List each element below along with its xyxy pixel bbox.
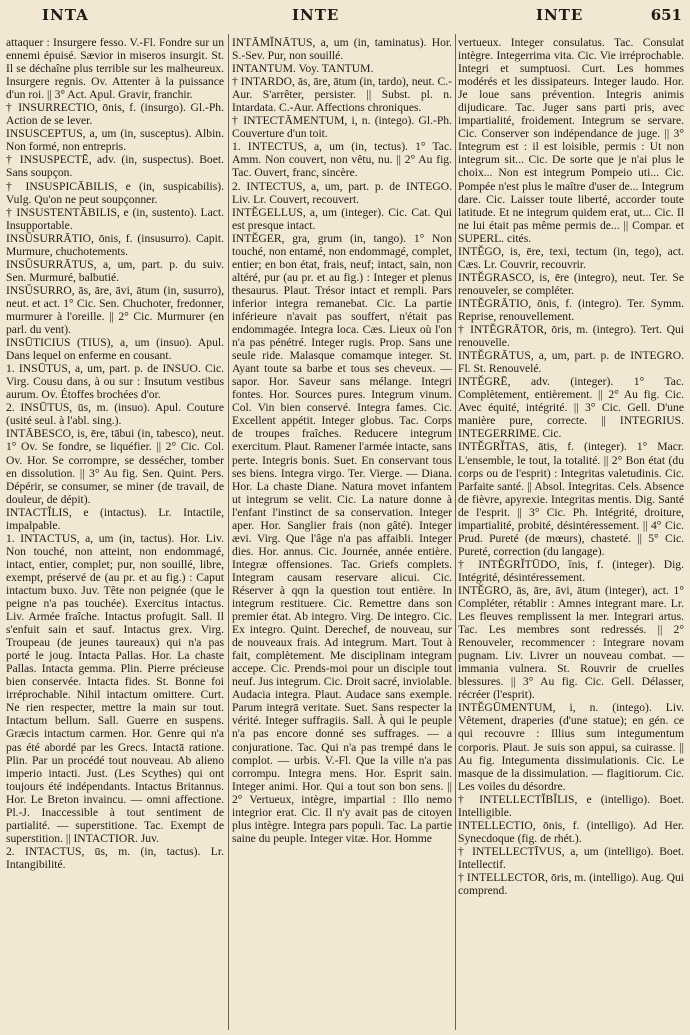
dictionary-entry: INTĔGRĀTUS, a, um, part. p. de INTEGRO. Fl. St. Renouvelé. bbox=[458, 349, 684, 376]
running-head-right: INTE bbox=[536, 6, 584, 24]
dictionary-entry: INTĀBESCO, is, ēre, tābui (in, tabesco), neut. 1° Ov. Se fondre, se liquéfier. || 2° Cic. Col. Ov. Hor. Se corrompre, se dessécher, tomber en dissolution. || 3° Au fig. Sen. Quint. Pers. Dépérir, se consumer, se miner (de travail, de douleur, de dépit). bbox=[6, 427, 224, 506]
dictionary-entry: INSUSCEPTUS, a, um (in, susceptus). Albin. Non formé, non entrepris. bbox=[6, 127, 224, 154]
dictionary-entry: † INSUSPECTĒ, adv. (in, suspectus). Boet. Sans soupçon. bbox=[6, 153, 224, 180]
dictionary-entry: † INTELLECTĬBĬLIS, e (intelligo). Boet. Intelligible. bbox=[458, 792, 684, 819]
dictionary-entry: † INSURRECTIO, ōnis, f. (insurgo). Gl.-Ph. Action de se lever. bbox=[6, 101, 224, 128]
dictionary-entry: INTĔGRO, ās, āre, āvi, ātum (integer), act. 1° Compléter, rétablir : Amnes integrant mare. Lr. Les fleuves remplissent la mer. Integrari artus. Tac. Les membres sont redressés. || 2° Renouveler, recommencer : Integrare novam pugnam. Liv. Livrer un nouveau combat. — immania vulnera. St. Rouvrir de cruelles blessures. || 3° Au fig. Cic. Gell. Délasser, récréer (l'esprit). bbox=[458, 583, 684, 702]
dictionary-entry: vertueux. Integer consulatus. Tac. Consulat intègre. Integerrima vita. Cic. Vie irréprochable. Integri et sumptuosi. Curt. Les hommes modérés et les dissipateurs. Integer laudo. Hor. Je loue sans prévention. Integris animis dijudicare. Tac. Juger sans parti pris, avec impartialité, froidement. Integrum se servare. Cic. Conserver son indépendance de juge. || 3° Integrum est : il est loisible, permis : Ut non integrum sit... Cic. De sorte que je n'ai plus le choix... Non est integrum Pompeio uti... Cic. Pompée n'est plus le maître d'user de... Integrum dare. Cic. Laisser toute liberté, accorder toute latitude. Et ne integrum quidem erat, ut... Cic. Il ne lui était pas même permis de... || Compar. et SUPERL. cités. bbox=[458, 36, 684, 245]
dictionary-entry: † INTARDO, ās, āre, ātum (in, tardo), neut. C.-Aur. S'arrêter, persister. || Subst. pl. n. Intardata. C.-Aur. Affections chroniques. bbox=[232, 75, 452, 115]
dictionary-entry: 2. INTACTUS, ūs, m. (in, tactus). Lr. Intangibilité. bbox=[6, 844, 224, 871]
dictionary-entry: INSŪTICIUS (TIUS), a, um (insuo). Apul. Dans lequel on enferme en cousant. bbox=[6, 336, 224, 363]
dictionary-entry: 2. INSŪTUS, ūs, m. (insuo). Apul. Couture (usité seul. à l'abl. sing.). bbox=[6, 401, 224, 428]
dictionary-entry: INTĔGER, gra, grum (in, tango). 1° Non touché, non entamé, non endommagé, complet, entier; en bon état, frais, neuf; intact, sain, non altéré, pur (au pr. et au fig.) : Integer et plenus thesaurus. Plaut. Trésor intact et rempli. Pars inferior integra remanebat. Cic. La partie inférieure n'avait pas souffert, n'était pas endommagée. Integra loca. Cæs. Lieux où l'on n'a pas pénétré. Integer rugis. Prop. Sans une seule ride. Malasque comamque integer. St. Ayant toute sa barbe et tous ses cheveux. — sapor. Hor. Saveur sans mélange. Integri fontes. Hor. Sources pures. Integrum vinum. Col. Vin bien conservé. Integra fames. Cic. Excellent appétit. Integer globus. Tac. Corps de troupes fraîches. Reducere integrum exercitum. Plaut. Ramener l'armée intacte, sans perte. Integris bonis. Suet. En conservant tous ses biens. Integra virgo. Ter. Vierge. — Diana. Hor. La chaste Diane. Natura movet infantem ut integrum se velit. Cic. La nature donne à l'enfant l'instinct de sa conservation. Integer aper. Hor. Sanglier frais (non gâté). Integer ævi. Virg. Que l'âge n'a pas affaibli. Integer dies. Hor. annus. Cic. Journée, année entière. Integræ offensiones. Tac. Griefs complets. Integram causam reservare alicui. Cic. Réserver à qqn la question tout entière. In integrum restituere. Cic. Remettre dans son premier état. Ab integro. Virg. De integro. Cic. Ex integro. Quint. Derechef, de nouveau, sur de nouveaux frais. Ad integrum. Mart. Tout à fait, complètement. Me disciplinam integram accepe. Cic. Prends-moi pour un disciple tout neuf. Jus integrum. Cic. Droit sacré, inviolable. Audacia integra. Plaut. Audace sans exemple. Parum integrā veritate. Suet. Sans respecter la vérité. Integer suffragiis. Sall. À qui le peuple n'a pas encore donné ses suffrages. — a conjuratione. Tac. Qui n'a pas trempé dans le complot. — urbis. V.-Fl. Que la ville n'a pas corrompu. Integra mens. Hor. Esprit sain. Integer animi. Hor. Qui a tout son bon sens. || 2° Vertueux, intègre, impartial : Illo nemo integrior erat. Cic. Il n'y avait pas de citoyen plus intègre. Integra pars populi. Tac. La partie saine du peuple. Integer vitæ. Hor. Homme bbox=[232, 231, 452, 845]
dictionary-entry: INTĔGRĬTAS, ātis, f. (integer). 1° Macr. L'ensemble, le tout, la totalité. || 2° Bon état (du corps ou de l'esprit) : Integritas valetudinis. Cic. Parfaite santé. || Absol. Integritas. Cels. Absence de fièvre, apyrexie. Integritas mentis. Dig. Santé de l'esprit. || 3° Cic. Ph. Intégrité, droiture, impartialité, probité, désintéressement. || 4° Cic. Prud. Pureté (de mœurs), chasteté. || 5° Cic. Pureté, correction (du langage). bbox=[458, 440, 684, 558]
dictionary-entry: † INTELLECTĪVUS, a, um (intelligo). Boet. Intellectif. bbox=[458, 844, 684, 871]
dictionary-entry: 2. INTECTUS, a, um, part. p. de INTEGO. Liv. Lr. Couvert, recouvert. bbox=[232, 179, 452, 206]
dictionary-entry: INTACTĬLIS, e (intactus). Lr. Intactile, impalpable. bbox=[6, 505, 224, 532]
dictionary-entry: INTĔGELLUS, a, um (integer). Cic. Cat. Qui est presque intact. bbox=[232, 205, 452, 232]
column-left bbox=[6, 36, 224, 1028]
page-number: 651 bbox=[650, 6, 682, 24]
dictionary-entry: INTĔGRASCO, is, ēre (integro), neut. Ter. Se renouveler, se compléter. bbox=[458, 270, 684, 297]
dictionary-entry: † INTECTĀMENTUM, i, n. (intego). Gl.-Ph. Couverture d'un toit. bbox=[232, 114, 452, 141]
dictionary-entry: INSŬSURRĀTUS, a, um, part. p. du suiv. Sen. Murmuré, balbutié. bbox=[6, 257, 224, 284]
dictionary-entry: INTĔGO, is, ēre, texi, tectum (in, tego), act. Cæs. Lr. Couvrir, recouvrir. bbox=[458, 244, 684, 271]
page-header bbox=[0, 6, 690, 32]
dictionary-entry: † INSUSPICĀBILIS, e (in, suspicabilis). Vulg. Qu'on ne peut soupçonner. bbox=[6, 179, 224, 206]
column-divider bbox=[455, 34, 456, 1030]
dictionary-entry: INTELLECTIO, ōnis, f. (intelligo). Ad Her. Synecdoque (fig. de rhét.). bbox=[458, 818, 684, 845]
dictionary-entry: 1. INSŪTUS, a, um, part. p. de INSUO. Cic. Virg. Cousu dans, à ou sur : Insutum vestibus aurum. Ov. Étoffes brochées d'or. bbox=[6, 362, 224, 402]
running-head-center: INTE bbox=[292, 6, 340, 24]
dictionary-entry: † INSUSTENTĀBILIS, e (in, sustento). Lact. Insupportable. bbox=[6, 205, 224, 232]
dictionary-entry: attaquer : Insurgere fesso. V.-Fl. Fondre sur un ennemi épuisé. Sævior in miseros insurgit. St. Il se déchaîne plus terrible sur les malheureux. Insurgere regnis. Ov. Attenter à la puissance d'un roi. || 3° Act. Apul. Gravir, franchir. bbox=[6, 36, 224, 102]
running-head-left: INTA bbox=[42, 6, 89, 24]
dictionary-entry: 1. INTECTUS, a, um (in, tectus). 1° Tac. Amm. Non couvert, non vêtu, nu. || 2° Au fig. Tac. Ouvert, franc, sincère. bbox=[232, 140, 452, 180]
dictionary-entry: INTANTUM. Voy. TANTUM. bbox=[232, 62, 374, 76]
dictionary-entry: INSŬSURRO, ās, āre, āvi, ātum (in, susurro), neut. et act. 1° Cic. Sen. Chuchoter, fredonner, murmurer à l'oreille. || 2° Cic. Murmurer (en parl. du vent). bbox=[6, 283, 224, 337]
column-divider bbox=[228, 34, 229, 1030]
column-middle bbox=[232, 36, 452, 1028]
dictionary-entry: † INTELLECTOR, ōris, m. (intelligo). Aug. Qui comprend. bbox=[458, 871, 684, 898]
dictionary-entry: INTĔGRĒ, adv. (integer). 1° Tac. Complètement, entièrement. || 2° Au fig. Cic. Avec équité, intégrité. || 3° Cic. Gell. D'une manière pure, correcte. || INTEGRIUS. INTEGERRIME. Cic. bbox=[458, 375, 684, 441]
column-right bbox=[458, 36, 684, 1028]
dictionary-entry: INTĔGRĀTIO, ōnis, f. (integro). Ter. Symm. Reprise, renouvellement. bbox=[458, 296, 684, 323]
dictionary-entry: † INTĔGRĬTŪDO, ĭnis, f. (integer). Dig. Intégrité, désintéressement. bbox=[458, 557, 684, 584]
dictionary-entry: † INTĔGRĀTOR, ōris, m. (integro). Tert. Qui renouvelle. bbox=[458, 323, 684, 350]
dictionary-entry: INTĔGŪMENTUM, i, n. (intego). Liv. Vêtement, draperies (d'une statue); en gén. ce qui recouvre : Illius sum integumentum corporis. Plaut. Je suis son appui, sa cuirasse. || Au fig. Integumenta dissimulationis. Cic. Le masque de la dissimulation. — flagitiorum. Cic. Les voiles du désordre. bbox=[458, 701, 684, 793]
dictionary-entry: INSŬSURRĀTIO, ōnis, f. (insusurro). Capit. Murmure, chuchotements. bbox=[6, 231, 224, 258]
dictionary-entry: INTĀMĬNĀTUS, a, um (in, taminatus). Hor. S.-Sev. Pur, non souillé. bbox=[232, 36, 452, 63]
dictionary-entry: 1. INTACTUS, a, um (in, tactus). Hor. Liv. Non touché, non atteint, non endommagé, intact, entier, complet; pur, non souillé, libre, exempt, préservé de (au pr. et au fig.) : Caput intactum buxo. Juv. Tête non peignée (que le peigne n'a pas touchée). Exercitus intactus. Liv. Armée fraîche. Intactus profugit. Sall. Il s'enfuit sain et sauf. Intactus grex. Virg. Troupeau (de jeunes taureaux) qui n'a pas porté le joug. Intacta Pallas. Hor. La chaste Pallas. Intacta gemma. Plin. Pierre précieuse bien conservée. Intacta fides. St. Bonne foi irréprochable. Nihil intactum omittere. Curt. Ne rien respecter, mettre la main sur tout. Intactum bellum. Sall. Guerre en suspens. Græcis intactum carmen. Hor. Genre qui n'a pas été abordé par les Grecs. Intactā ratione. Plin. Par un procédé tout nouveau. Ab alieno imperio intacti. Just. (Les Scythes) qui ont toujours été indépendants. Intactus Britannus. Hor. Le Breton invaincu. — omni affectione. Pl.-J. Inaccessible à tout sentiment de partialité. — superstitione. Tac. Exempt de superstition. || INTACTIOR. Juv. bbox=[6, 531, 224, 845]
